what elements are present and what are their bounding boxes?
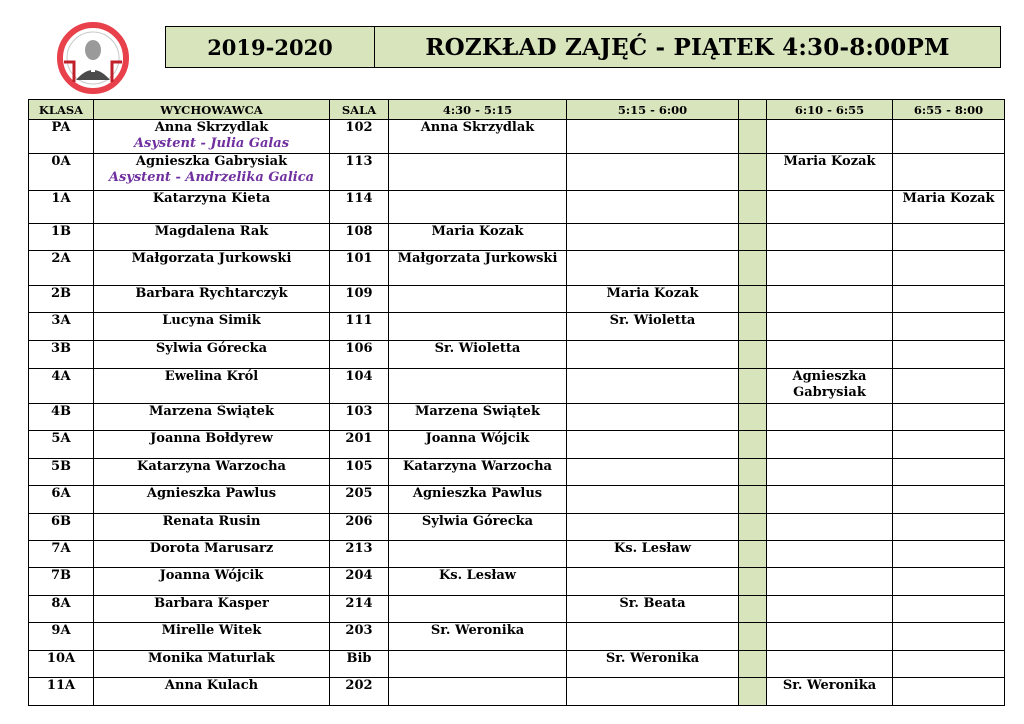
slot-2-cell xyxy=(567,341,739,369)
wychowawca-name: Ewelina Król xyxy=(164,369,259,384)
wychowawca-name: Anna Skrzydlak xyxy=(154,120,269,135)
slot-4-cell xyxy=(893,651,1005,678)
slot-1-cell: Joanna Wójcik xyxy=(389,431,567,459)
sala-cell: 111 xyxy=(330,313,389,341)
slot-1-cell: Marzena Świątek xyxy=(389,404,567,431)
slot-3-cell xyxy=(767,224,893,251)
slot-2-cell xyxy=(567,154,739,191)
slot-1-cell: Sr. Wioletta xyxy=(389,341,567,369)
slot-3-cell xyxy=(767,341,893,369)
wychowawca-name: Dorota Marusarz xyxy=(149,541,274,556)
slot-2-cell xyxy=(567,678,739,706)
table-row xyxy=(29,224,1005,251)
break-cell xyxy=(739,431,767,459)
schedule-title: ROZKŁAD ZAJĘĆ - PIĄTEK 4:30-8:00PM xyxy=(425,33,950,61)
slot-4-cell xyxy=(893,404,1005,431)
slot-4-cell xyxy=(893,286,1005,313)
wychowawca-name: Agnieszka Gabrysiak xyxy=(135,154,288,169)
slot-4-cell xyxy=(893,224,1005,251)
slot-1-cell xyxy=(389,541,567,568)
col-header-slot-1: 4:30 - 5:15 xyxy=(389,100,567,120)
wychowawca-name: Barbara Rychtarczyk xyxy=(135,286,288,301)
klasa-cell: 8A xyxy=(29,596,94,623)
wychowawca-name: Agnieszka Pawlus xyxy=(146,486,277,501)
slot-3-cell xyxy=(767,313,893,341)
wychowawca-name: Joanna Wójcik xyxy=(159,568,264,583)
wychowawca-name: Małgorzata Jurkowski xyxy=(131,251,292,266)
break-cell xyxy=(739,651,767,678)
slot-3-cell xyxy=(767,651,893,678)
sala-cell: 105 xyxy=(330,459,389,486)
slot-1-cell xyxy=(389,651,567,678)
klasa-cell: 4B xyxy=(29,404,94,431)
slot-1-cell xyxy=(389,286,567,313)
klasa-cell: 6A xyxy=(29,486,94,514)
klasa-cell: 3B xyxy=(29,341,94,369)
klasa-cell: 1A xyxy=(29,191,94,224)
klasa-cell: 7A xyxy=(29,541,94,568)
sala-cell: 104 xyxy=(330,369,389,404)
sala-cell: 108 xyxy=(330,224,389,251)
slot-3-cell: Agnieszka Gabrysiak xyxy=(767,369,893,404)
slot-2-cell xyxy=(567,514,739,541)
wychowawca-name: Anna Kulach xyxy=(164,678,259,693)
slot-2-cell xyxy=(567,224,739,251)
wychowawca-name: Katarzyna Warzocha xyxy=(137,459,286,474)
sala-cell: 109 xyxy=(330,286,389,313)
wychowawca-name: Mirelle Witek xyxy=(161,623,262,638)
col-header-slot-4: 6:55 - 8:00 xyxy=(893,100,1005,120)
slot-4-cell xyxy=(893,541,1005,568)
slot-1-cell: Małgorzata Jurkowski xyxy=(389,251,567,286)
sala-cell: 101 xyxy=(330,251,389,286)
break-cell xyxy=(739,341,767,369)
slot-4-cell xyxy=(893,251,1005,286)
klasa-cell: 11A xyxy=(29,678,94,706)
slot-3-cell xyxy=(767,486,893,514)
wychowawca-cell xyxy=(94,651,330,678)
col-header-klasa: KLASA xyxy=(29,100,94,120)
wychowawca-cell xyxy=(94,404,330,431)
wychowawca-cell xyxy=(94,120,330,154)
slot-2-cell xyxy=(567,191,739,224)
klasa-cell: 10A xyxy=(29,651,94,678)
klasa-cell: 0A xyxy=(29,154,94,191)
sala-cell: 102 xyxy=(330,120,389,154)
sala-cell: 114 xyxy=(330,191,389,224)
slot-4-cell xyxy=(893,623,1005,651)
wychowawca-name: Katarzyna Kieta xyxy=(152,191,271,206)
slot-3-cell xyxy=(767,459,893,486)
break-cell xyxy=(739,286,767,313)
table-row xyxy=(29,459,1005,486)
wychowawca-cell xyxy=(94,568,330,596)
slot-1-cell: Maria Kozak xyxy=(389,224,567,251)
slot-2-cell: Sr. Beata xyxy=(567,596,739,623)
wychowawca-cell xyxy=(94,596,330,623)
break-cell xyxy=(739,568,767,596)
table-row xyxy=(29,486,1005,514)
header-banner xyxy=(165,26,1001,68)
wychowawca-name: Monika Maturlak xyxy=(148,651,275,666)
break-cell xyxy=(739,541,767,568)
klasa-cell: 1B xyxy=(29,224,94,251)
slot-3-cell xyxy=(767,514,893,541)
slot-4-cell xyxy=(893,341,1005,369)
table-row xyxy=(29,120,1005,154)
col-header-wychowawca: WYCHOWAWCA xyxy=(94,100,330,120)
slot-3-cell xyxy=(767,623,893,651)
break-cell xyxy=(739,224,767,251)
table-row xyxy=(29,286,1005,313)
slot-2-cell: Ks. Lesław xyxy=(567,541,739,568)
break-cell xyxy=(739,154,767,191)
slot-2-cell: Maria Kozak xyxy=(567,286,739,313)
slot-2-cell xyxy=(567,251,739,286)
table-row xyxy=(29,251,1005,286)
sala-cell: 201 xyxy=(330,431,389,459)
slot-1-cell xyxy=(389,191,567,224)
sala-cell: 206 xyxy=(330,514,389,541)
col-header-slot-3: 6:10 - 6:55 xyxy=(767,100,893,120)
table-row xyxy=(29,154,1005,191)
klasa-cell: 4A xyxy=(29,369,94,404)
sala-cell: 203 xyxy=(330,623,389,651)
sala-cell: 202 xyxy=(330,678,389,706)
sala-cell: 205 xyxy=(330,486,389,514)
klasa-cell: 9A xyxy=(29,623,94,651)
klasa-cell: 7B xyxy=(29,568,94,596)
slot-3-cell xyxy=(767,251,893,286)
school-logo xyxy=(52,22,134,94)
klasa-cell: 6B xyxy=(29,514,94,541)
sala-cell: Bib xyxy=(330,651,389,678)
wychowawca-cell xyxy=(94,313,330,341)
slot-3-cell xyxy=(767,541,893,568)
klasa-cell: PA xyxy=(29,120,94,154)
klasa-cell: 2A xyxy=(29,251,94,286)
slot-1-cell: Sr. Weronika xyxy=(389,623,567,651)
slot-4-cell xyxy=(893,431,1005,459)
slot-4-cell xyxy=(893,369,1005,404)
slot-1-cell: Sylwia Górecka xyxy=(389,514,567,541)
sala-cell: 103 xyxy=(330,404,389,431)
slot-3-cell xyxy=(767,404,893,431)
wychowawca-name: Magdalena Rak xyxy=(154,224,269,239)
sala-cell: 213 xyxy=(330,541,389,568)
slot-4-cell xyxy=(893,459,1005,486)
col-header-slot-2: 5:15 - 6:00 xyxy=(567,100,739,120)
wychowawca-cell xyxy=(94,369,330,404)
slot-3-cell: Maria Kozak xyxy=(767,154,893,191)
slot-1-cell: Katarzyna Warzocha xyxy=(389,459,567,486)
table-row xyxy=(29,678,1005,706)
wychowawca-cell xyxy=(94,486,330,514)
slot-1-cell xyxy=(389,596,567,623)
wychowawca-name: Lucyna Simik xyxy=(162,313,261,328)
wychowawca-cell xyxy=(94,341,330,369)
break-cell xyxy=(739,313,767,341)
break-cell xyxy=(739,486,767,514)
table-row xyxy=(29,651,1005,678)
sala-cell: 214 xyxy=(330,596,389,623)
break-cell xyxy=(739,459,767,486)
wychowawca-cell xyxy=(94,251,330,286)
sala-cell: 106 xyxy=(330,341,389,369)
wychowawca-name: Joanna Bołdyrew xyxy=(150,431,273,446)
table-row xyxy=(29,341,1005,369)
slot-2-cell xyxy=(567,369,739,404)
slot-2-cell: Sr. Wioletta xyxy=(567,313,739,341)
slot-4-cell xyxy=(893,154,1005,191)
slot-1-cell xyxy=(389,154,567,191)
slot-1-cell xyxy=(389,313,567,341)
slot-2-cell xyxy=(567,623,739,651)
slot-1-cell xyxy=(389,369,567,404)
asystent-name: Asystent - Julia Galas xyxy=(133,136,290,151)
sala-cell: 204 xyxy=(330,568,389,596)
school-emblem-icon xyxy=(52,22,134,94)
wychowawca-cell xyxy=(94,224,330,251)
klasa-cell: 2B xyxy=(29,286,94,313)
table-row xyxy=(29,431,1005,459)
slot-4-cell: Maria Kozak xyxy=(893,191,1005,224)
break-cell xyxy=(739,514,767,541)
break-cell xyxy=(739,120,767,154)
slot-1-cell: Ks. Lesław xyxy=(389,568,567,596)
slot-2-cell xyxy=(567,431,739,459)
break-cell xyxy=(739,678,767,706)
slot-3-cell xyxy=(767,286,893,313)
wychowawca-name: Barbara Kasper xyxy=(154,596,269,611)
wychowawca-cell xyxy=(94,678,330,706)
table-row xyxy=(29,191,1005,224)
wychowawca-name: Renata Rusin xyxy=(162,514,261,529)
wychowawca-cell xyxy=(94,154,330,191)
break-cell xyxy=(739,251,767,286)
slot-2-cell: Sr. Weronika xyxy=(567,651,739,678)
slot-3-cell xyxy=(767,120,893,154)
table-row xyxy=(29,623,1005,651)
table-row xyxy=(29,369,1005,404)
wychowawca-name: Sylwia Górecka xyxy=(155,341,268,356)
table-header-row xyxy=(29,100,1005,120)
slot-4-cell xyxy=(893,596,1005,623)
break-cell xyxy=(739,191,767,224)
wychowawca-cell xyxy=(94,286,330,313)
wychowawca-cell xyxy=(94,459,330,486)
table-row xyxy=(29,404,1005,431)
slot-3-cell xyxy=(767,191,893,224)
slot-2-cell xyxy=(567,486,739,514)
slot-3-cell xyxy=(767,568,893,596)
klasa-cell: 5A xyxy=(29,431,94,459)
sala-cell: 113 xyxy=(330,154,389,191)
table-row xyxy=(29,596,1005,623)
slot-2-cell xyxy=(567,459,739,486)
slot-2-cell xyxy=(567,404,739,431)
slot-3-cell xyxy=(767,431,893,459)
slot-4-cell xyxy=(893,313,1005,341)
table-row xyxy=(29,514,1005,541)
school-year: 2019-2020 xyxy=(166,27,375,67)
wychowawca-cell xyxy=(94,431,330,459)
break-cell xyxy=(739,596,767,623)
col-header-sala: SALA xyxy=(330,100,389,120)
wychowawca-cell xyxy=(94,191,330,224)
wychowawca-cell xyxy=(94,541,330,568)
break-cell xyxy=(739,623,767,651)
asystent-name: Asystent - Andrzelika Galica xyxy=(108,170,315,185)
break-cell xyxy=(739,404,767,431)
table-row xyxy=(29,541,1005,568)
slot-2-cell xyxy=(567,568,739,596)
slot-1-cell: Agnieszka Pawlus xyxy=(389,486,567,514)
col-header-break xyxy=(739,100,767,120)
wychowawca-cell xyxy=(94,514,330,541)
klasa-cell: 5B xyxy=(29,459,94,486)
table-row xyxy=(29,568,1005,596)
slot-2-cell xyxy=(567,120,739,154)
slot-4-cell xyxy=(893,568,1005,596)
slot-3-cell xyxy=(767,596,893,623)
wychowawca-name: Marzena Świątek xyxy=(149,404,274,419)
slot-4-cell xyxy=(893,486,1005,514)
schedule-table xyxy=(28,99,1005,706)
slot-1-cell xyxy=(389,678,567,706)
wychowawca-cell xyxy=(94,623,330,651)
slot-4-cell xyxy=(893,678,1005,706)
klasa-cell: 3A xyxy=(29,313,94,341)
table-row xyxy=(29,313,1005,341)
slot-4-cell xyxy=(893,120,1005,154)
break-cell xyxy=(739,369,767,404)
slot-4-cell xyxy=(893,514,1005,541)
slot-3-cell: Sr. Weronika xyxy=(767,678,893,706)
slot-1-cell: Anna Skrzydlak xyxy=(389,120,567,154)
